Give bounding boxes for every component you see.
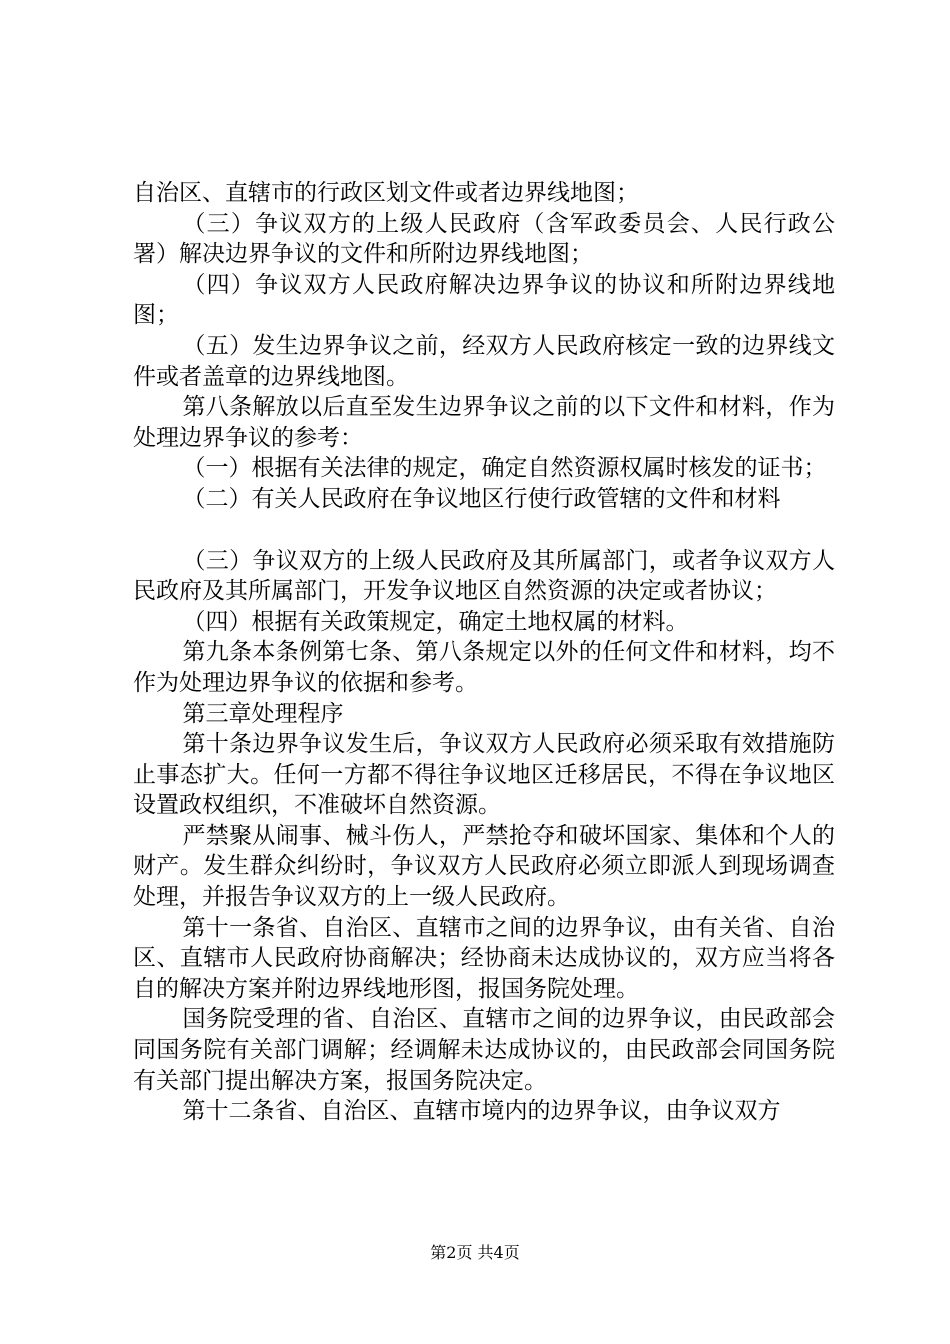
paragraph: 第十一条省、自治区、直辖市之间的边界争议，由有关省、自治区、直辖市人民政府协商解决；经协商未达成协议的，双方应当将各自的解决方案并附边界线地形图，报国务院处理。	[133, 914, 835, 1002]
paragraph: （二）有关人民政府在争议地区行使行政管辖的文件和材料	[182, 485, 781, 512]
paragraph: 第十二条省、自治区、直辖市境内的边界争议，由争议双方	[182, 1098, 781, 1125]
paragraph: （四）争议双方人民政府解决边界争议的协议和所附边界线地图；	[133, 271, 835, 329]
paragraph: 国务院受理的省、自治区、直辖市之间的边界争议，由民政部会同国务院有关部门调解；经调解未达成协议的，由民政部会同国务院有关部门提出解决方案，报国务院决定。	[133, 1006, 835, 1094]
paragraph: （三）争议双方的上级人民政府（含军政委员会、人民行政公署）解决边界争议的文件和所附边界线地图；	[133, 210, 835, 268]
paragraph: 严禁聚从闹事、械斗伤人，严禁抢夺和破坏国家、集体和个人的财产。发生群众纠纷时，争议双方人民政府必须立即派人到现场调查处理，并报告争议双方的上一级人民政府。	[133, 822, 835, 911]
paragraph: 第十条边界争议发生后，争议双方人民政府必须采取有效措施防止事态扩大。任何一方都不得往争议地区迁移居民，不得在争议地区设置政权组织，不准破坏自然资源。	[133, 731, 835, 819]
blank-line	[133, 515, 835, 546]
paragraph: 自治区、直辖市的行政区划文件或者边界线地图；	[133, 180, 639, 206]
chapter-heading: 第三章处理程序	[182, 700, 344, 727]
page-number-footer: 第2页 共4页	[430, 1243, 520, 1262]
paragraph: 第八条解放以后直至发生边界争议之前的以下文件和材料，作为处理边界争议的参考：	[133, 394, 835, 451]
paragraph: （四）根据有关政策规定，确定土地权属的材料。	[182, 608, 689, 635]
paragraph: （五）发生边界争议之前，经双方人民政府核定一致的边界线文件或者盖章的边界线地图。	[133, 332, 835, 390]
document-body	[133, 178, 835, 1127]
paragraph: 第九条本条例第七条、第八条规定以外的任何文件和材料，均不作为处理边界争议的依据和参考。	[133, 639, 835, 696]
paragraph: （三）争议双方的上级人民政府及其所属部门，或者争议双方人民政府及其所属部门，开发争议地区自然资源的决定或者协议；	[133, 547, 835, 605]
paragraph: （一）根据有关法律的规定，确定自然资源权属时核发的证书；	[182, 455, 827, 482]
